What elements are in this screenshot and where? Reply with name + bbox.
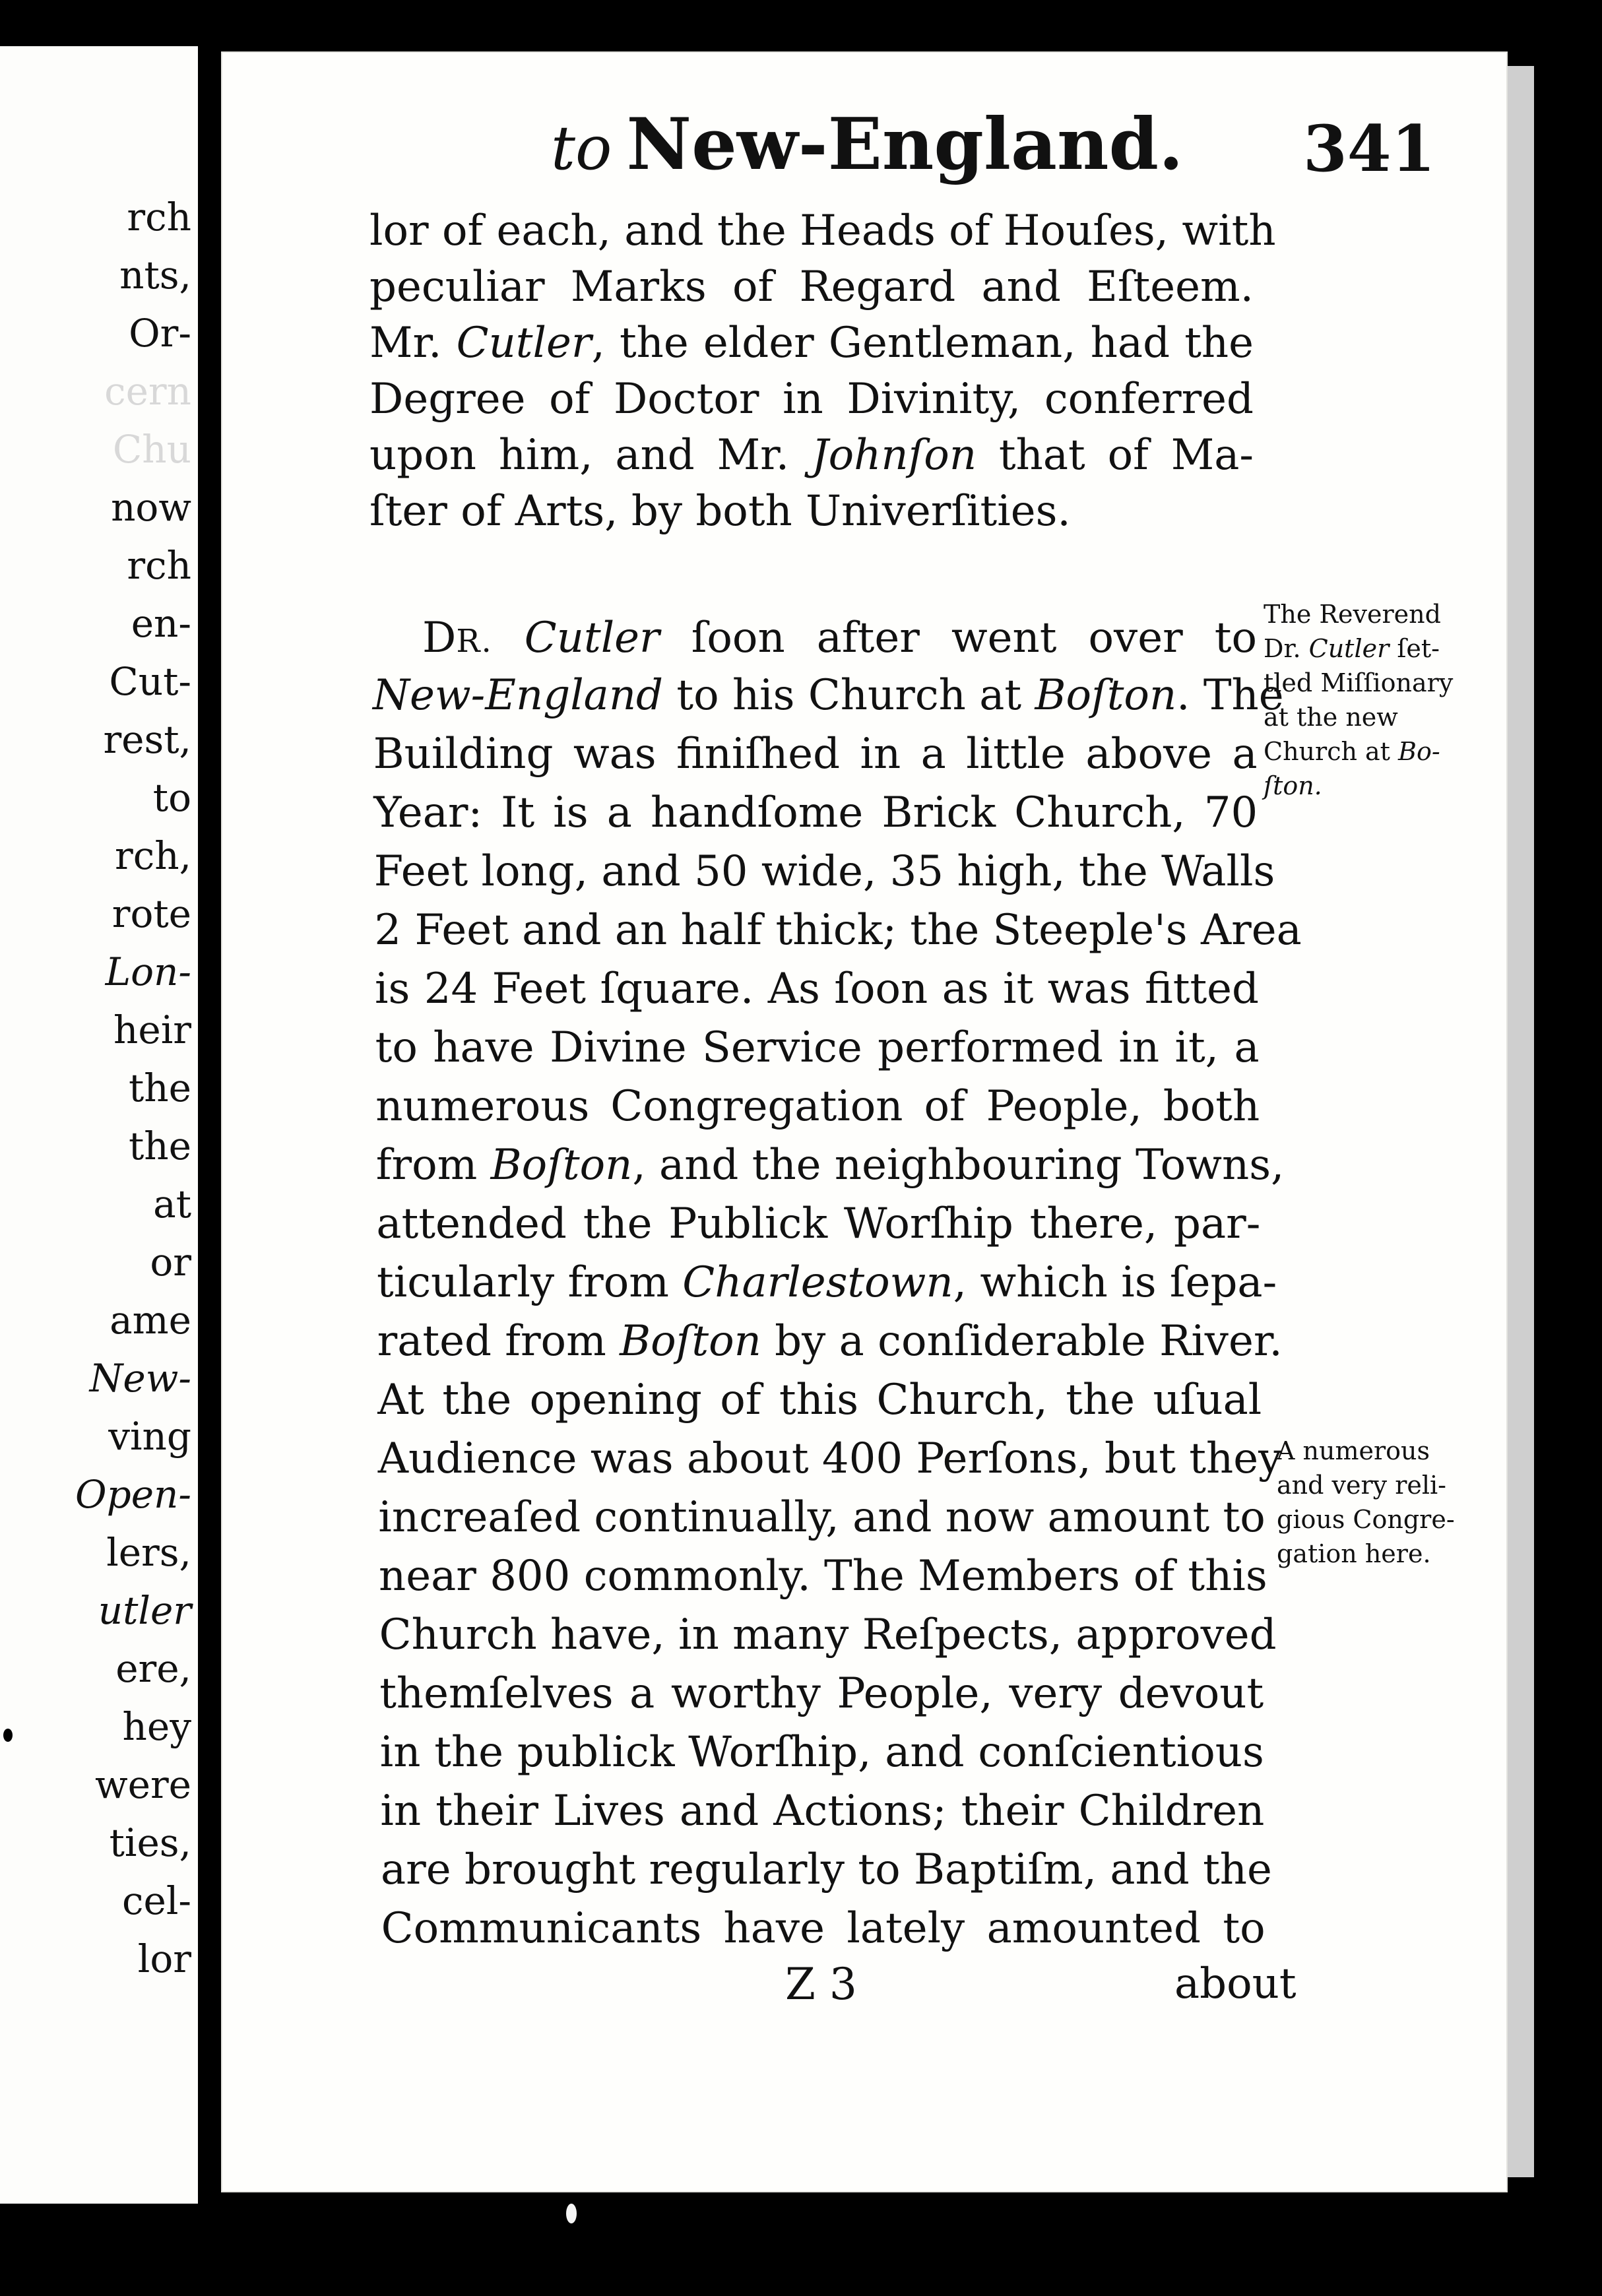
body-line: to have Divine Service performed in it, a bbox=[375, 1023, 1260, 1072]
facing-page-fragment: heir bbox=[113, 1007, 191, 1052]
signature-mark: Z 3 bbox=[785, 1959, 857, 2010]
body-line: attended the Publick Worſhip there, par- bbox=[376, 1199, 1261, 1248]
facing-page-fragment: the bbox=[129, 1124, 191, 1168]
body-line: ſter of Arts, by both Univerſities. bbox=[369, 487, 1071, 536]
catchword: about bbox=[1174, 1960, 1297, 2008]
facing-page-fragment: lor bbox=[137, 1936, 191, 1981]
facing-page-fragment: ving bbox=[108, 1414, 191, 1459]
ink-speck bbox=[3, 1729, 13, 1742]
body-line: is 24 Feet ſquare. As ſoon as it was fitted bbox=[375, 965, 1259, 1013]
body-line: increaſed continually, and now amount to bbox=[378, 1493, 1266, 1542]
facing-page-fragment: the bbox=[129, 1066, 191, 1110]
running-head-lead: to bbox=[551, 113, 612, 183]
margin-note-line: ſton. bbox=[1264, 771, 1322, 800]
body-line: Building was finiſhed in a little above a bbox=[373, 730, 1258, 779]
facing-page-fragment: rest, bbox=[103, 717, 191, 762]
margin-note-line: at the new bbox=[1264, 703, 1398, 732]
running-head bbox=[551, 103, 1184, 186]
facing-page-fragment: ere, bbox=[115, 1646, 191, 1691]
body-line: 2 Feet and an half thick; the Steeple's Area bbox=[374, 906, 1302, 955]
margin-note-line: tled Miſſionary bbox=[1264, 668, 1454, 697]
page-number: 341 bbox=[1303, 112, 1436, 186]
facing-page-fragment: Or- bbox=[129, 311, 191, 356]
facing-page-fragment: ties, bbox=[109, 1820, 191, 1865]
facing-page-fragment: New- bbox=[89, 1356, 191, 1401]
facing-page-fragment: Cut- bbox=[109, 659, 191, 704]
body-line: DR. Cutler ſoon after went over to bbox=[422, 614, 1258, 662]
facing-page-fragment: rote bbox=[112, 891, 191, 936]
facing-page-fragment: lers, bbox=[106, 1530, 191, 1575]
facing-page-fragment: cel- bbox=[122, 1878, 191, 1923]
facing-page-fragment: ame bbox=[110, 1298, 191, 1343]
facing-page-fragment: rch bbox=[127, 543, 191, 588]
body-line: Feet long, and 50 wide, 35 high, the Walls bbox=[373, 847, 1275, 896]
facing-page-fragment: utler bbox=[98, 1588, 191, 1633]
body-line: numerous Congregation of People, both bbox=[375, 1082, 1260, 1131]
page-edge-shadow bbox=[1508, 66, 1534, 2177]
body-line: in their Lives and Actions; their Children bbox=[380, 1787, 1265, 1835]
body-line: Year: It is a handſome Brick Church, 70 bbox=[373, 788, 1258, 837]
body-line: upon him, and Mr. Johnſon that of Ma- bbox=[369, 431, 1254, 480]
facing-page-fragment: to bbox=[152, 775, 191, 820]
body-line: lor of each, and the Heads of Houſes, with bbox=[369, 207, 1276, 255]
running-head-title: New-England. bbox=[626, 103, 1184, 186]
facing-page-fragment: or bbox=[150, 1240, 191, 1285]
facing-page-fragment: at bbox=[153, 1182, 191, 1227]
facing-page-fragment: Chu bbox=[112, 427, 191, 472]
facing-page-fragment: rch, bbox=[115, 833, 191, 878]
body-line: Communicants have lately amounted to bbox=[381, 1904, 1266, 1953]
body-line: are brought regularly to Baptiſm, and the bbox=[381, 1845, 1272, 1894]
margin-note-line: The Reverend bbox=[1264, 600, 1441, 629]
margin-note-line: gious Congre- bbox=[1277, 1505, 1455, 1534]
facing-page-fragment: now bbox=[111, 485, 191, 530]
margin-note-line: and very reli- bbox=[1277, 1471, 1447, 1500]
facing-page-fragment: cern bbox=[104, 369, 191, 414]
facing-page-fragment: Open- bbox=[75, 1472, 191, 1517]
body-line: At the opening of this Church, the uſual bbox=[377, 1376, 1262, 1424]
facing-page-fragment: hey bbox=[122, 1704, 191, 1749]
body-line: Degree of Doctor in Divinity, conferred bbox=[369, 375, 1254, 424]
body-line: Mr. Cutler, the elder Gentleman, had the bbox=[369, 319, 1254, 367]
body-line: ticularly from Charlestown, which is ſepa- bbox=[377, 1258, 1277, 1307]
body-line: peculiar Marks of Regard and Eſteem. bbox=[369, 263, 1254, 311]
facing-page-fragment: en- bbox=[131, 601, 191, 646]
body-line: in the publick Worſhip, and conſcientious bbox=[379, 1728, 1264, 1777]
facing-page-fragment: Lon- bbox=[105, 949, 191, 994]
body-line: New-England to his Church at Boſton. The bbox=[373, 671, 1284, 720]
facing-page-fragment: rch bbox=[127, 195, 191, 239]
facing-page-fragment: nts, bbox=[119, 253, 191, 298]
margin-note-line: gation here. bbox=[1277, 1539, 1431, 1568]
body-line: near 800 commonly. The Members of this bbox=[379, 1552, 1267, 1601]
margin-note-line: Dr. Cutler ſet- bbox=[1264, 634, 1440, 663]
margin-note-line: Church at Bo- bbox=[1264, 737, 1440, 766]
body-line: rated from Boſton by a conſiderable River. bbox=[377, 1317, 1283, 1366]
margin-note-line: A numerous bbox=[1277, 1436, 1430, 1465]
facing-page-fragment: were bbox=[94, 1762, 191, 1807]
body-line: from Boſton, and the neighbouring Towns, bbox=[375, 1141, 1285, 1190]
body-line: Audience was about 400 Perſons, but they bbox=[377, 1434, 1283, 1483]
binding-mark bbox=[566, 2204, 577, 2223]
facing-page bbox=[0, 46, 198, 2204]
body-line: Church have, in many Reſpects, approved bbox=[379, 1610, 1277, 1659]
body-line: themſelves a worthy People, very devout bbox=[379, 1669, 1264, 1718]
